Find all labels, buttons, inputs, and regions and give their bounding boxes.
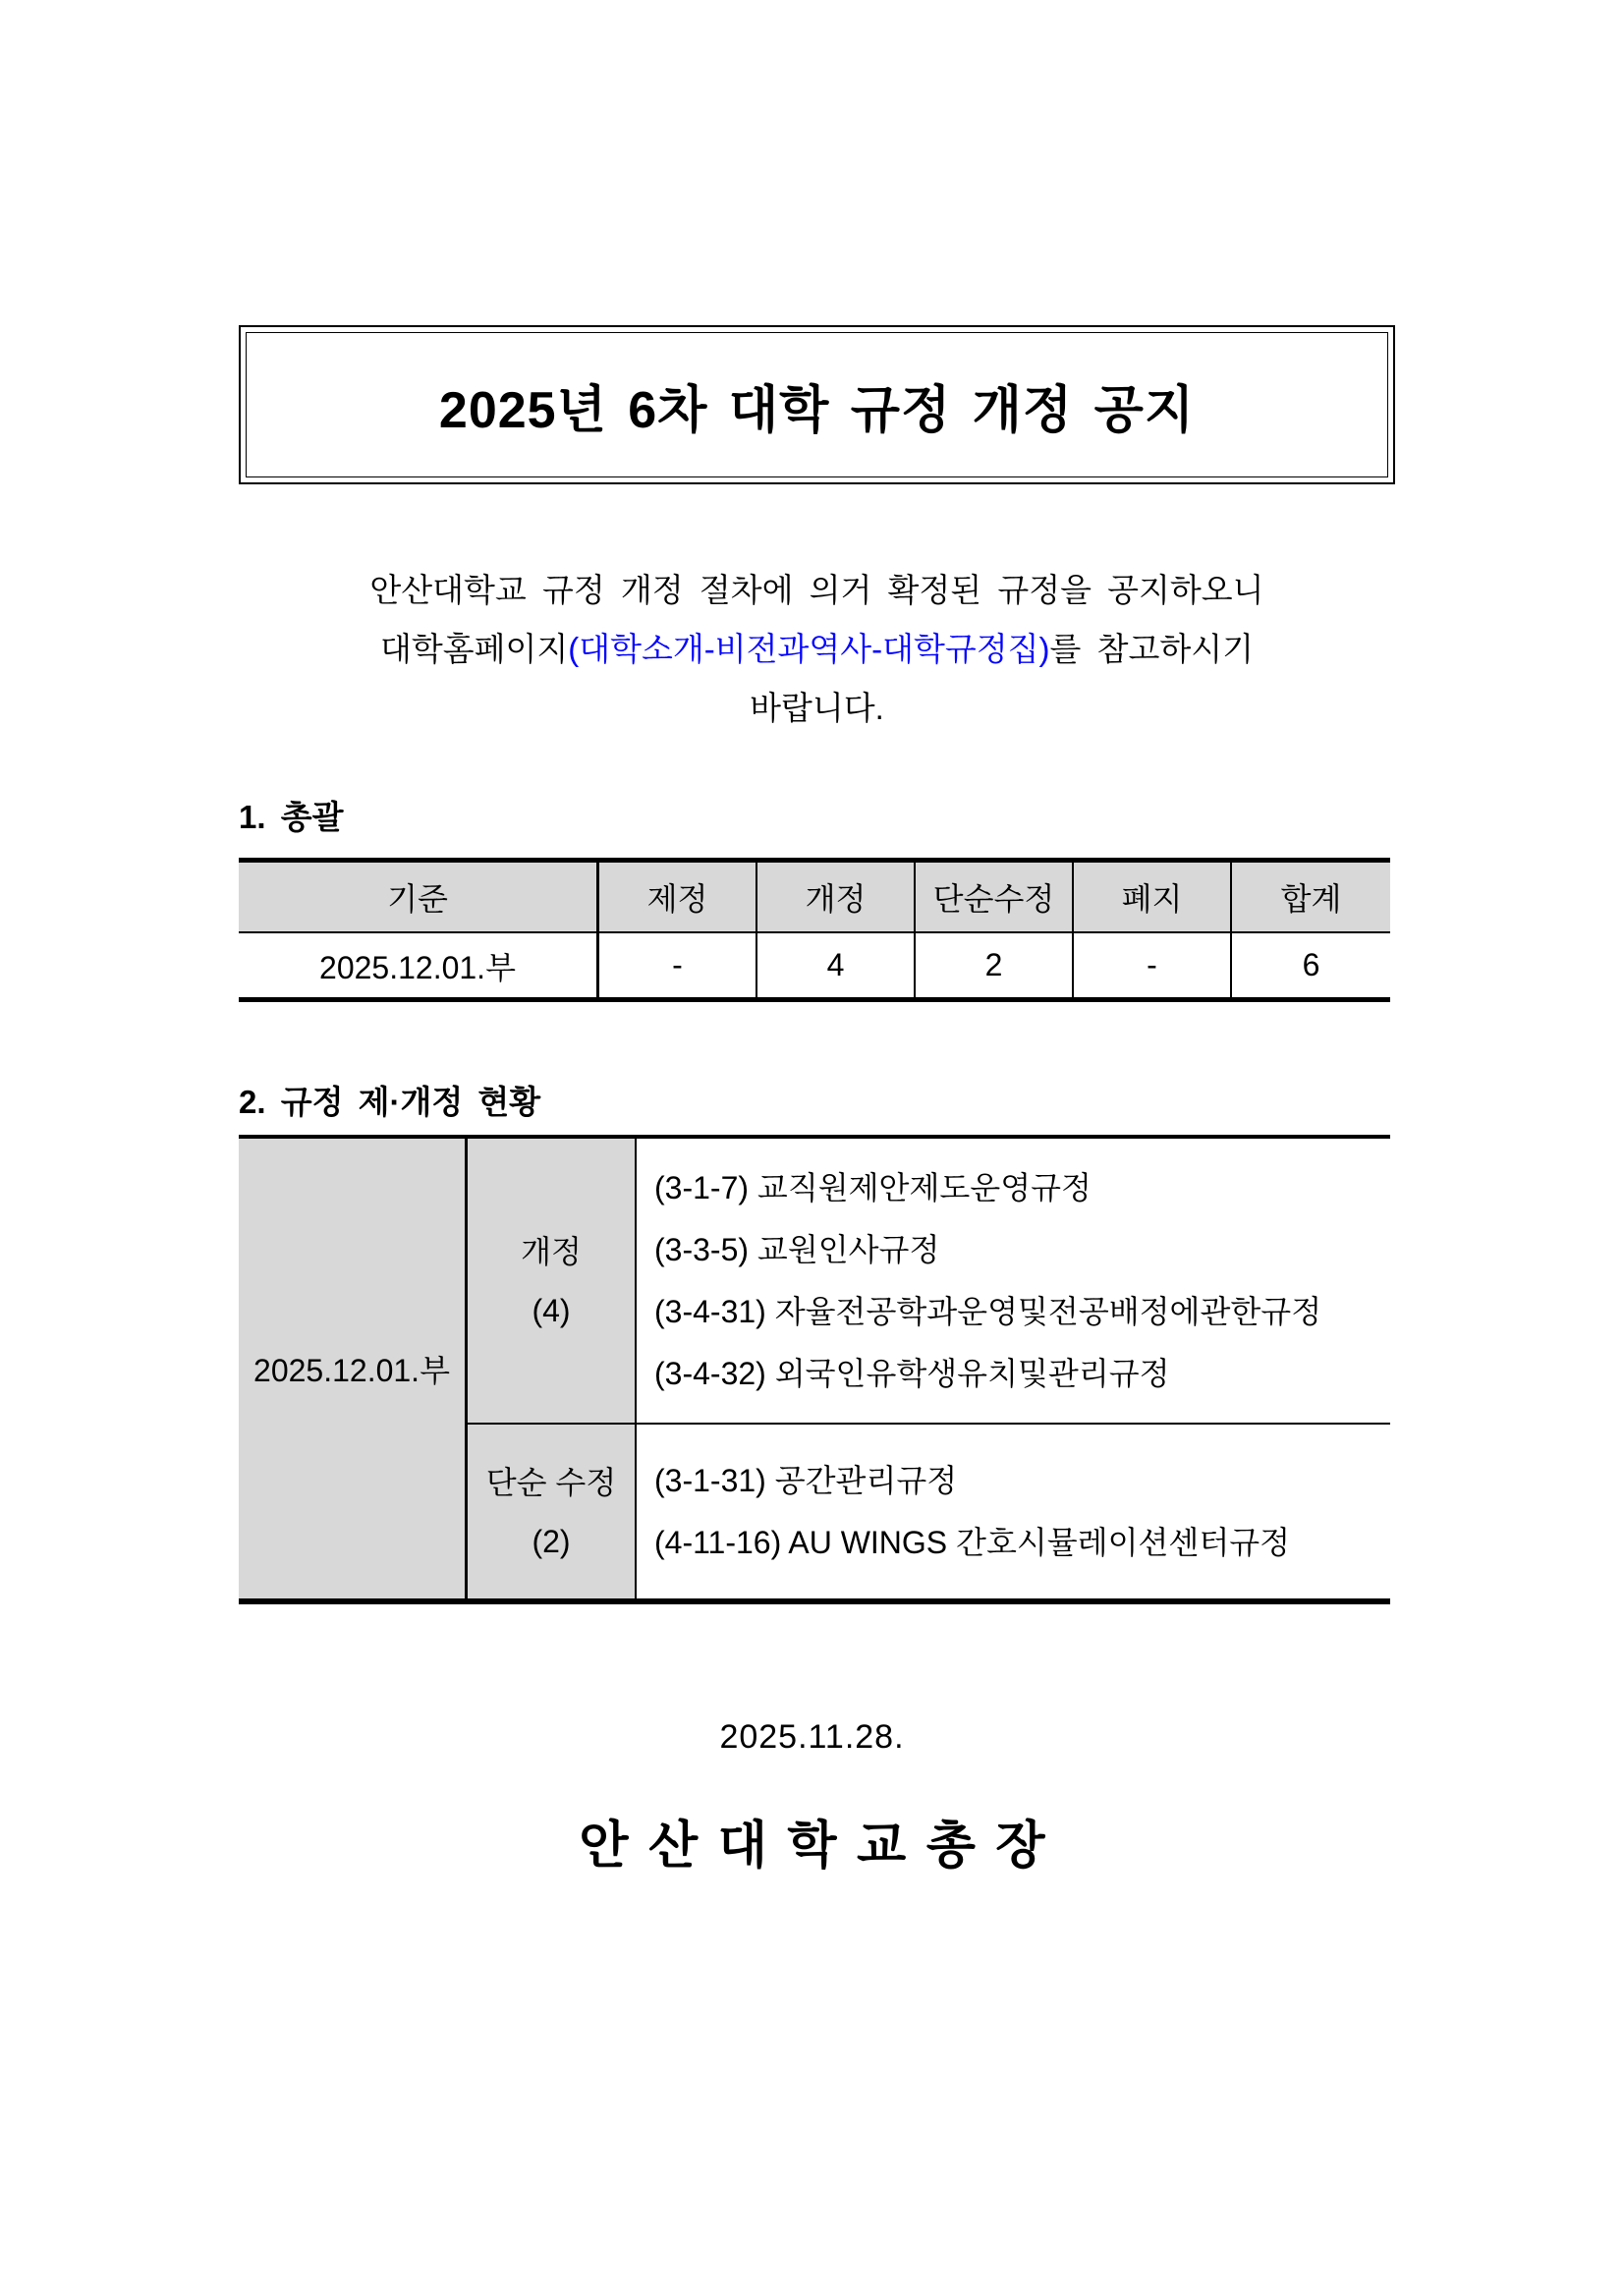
simple-edit-type-cell [468,1425,637,1598]
regulation-item: (3-4-31) 자율전공학과운영및전공배정에관한규정 [654,1293,1322,1329]
revision-type-cell [468,1139,637,1423]
intro-line2-prefix: 대학홈페이지 [380,631,569,667]
simple-edit-items-cell [637,1425,1390,1598]
summary-table-data-row [239,933,1390,997]
document-title: 2025년 6차 대학 규정 개정 공지 [438,381,1196,439]
homepage-path-link[interactable]: (대학소개-비전과역사-대학규정집) [568,631,1050,667]
revision-type-label: 개정 [521,1233,582,1269]
revision-items-cell [637,1139,1390,1423]
cell-total-count: 6 [1302,947,1320,982]
intro-line1: 안산대학교 규정 개정 절차에 의거 확정된 규정을 공지하오니 [369,572,1264,608]
section1-heading: 1. 총괄 [239,799,344,835]
header-cell-simple-edit: 단순수정 [916,863,1074,931]
summary-table-header-row [239,863,1390,933]
simple-edit-group-row [468,1425,1390,1598]
simple-edit-type-label: 단순 수정 [485,1464,617,1500]
intro-line2-suffix: 를 참고하시기 [1049,631,1254,667]
revision-group-row [468,1139,1390,1425]
revision-table-right [468,1139,1390,1598]
cell-abolished-count: - [1074,933,1232,997]
intro-line3: 바랍니다. [750,690,884,726]
section2-heading: 2. 규정 제·개정 현황 [239,1084,541,1120]
regulation-item: (4-11-16) AU WINGS 간호시뮬레이션센터규정 [654,1524,1291,1560]
title-box-inner-border [246,332,1388,477]
summary-table [239,858,1390,1002]
simple-edit-type-count: (2) [532,1523,571,1559]
cell-basis-date: 2025.12.01.부 [239,933,599,997]
regulation-item: (3-3-5) 교원인사규정 [654,1231,940,1267]
header-cell-total: 합계 [1280,881,1342,917]
header-cell-abolished: 폐지 [1074,863,1232,931]
cell-enacted-count: - [599,933,757,997]
cell-simple-edit-count: 2 [916,933,1074,997]
revision-table [239,1135,1390,1604]
regulation-item: (3-4-32) 외국인유학생유치및관리규정 [654,1355,1170,1391]
effective-date-cell: 2025.12.01.부 [239,1139,468,1598]
cell-revised-count: 4 [757,933,916,997]
intro-paragraph [239,561,1395,738]
regulation-item: (3-1-31) 공간관리규정 [654,1462,958,1498]
header-cell-enacted: 제정 [599,863,757,931]
regulation-item: (3-1-7) 교직원제안제도운영규정 [654,1169,1092,1205]
announcement-date: 2025.11.28. [719,1718,905,1756]
header-cell-basis: 기준 [239,863,599,931]
title-box [239,325,1395,484]
revision-type-count: (4) [532,1292,571,1328]
header-cell-revised: 개정 [757,863,916,931]
president-signature: 안 산 대 학 교 총 장 [579,1818,1045,1875]
